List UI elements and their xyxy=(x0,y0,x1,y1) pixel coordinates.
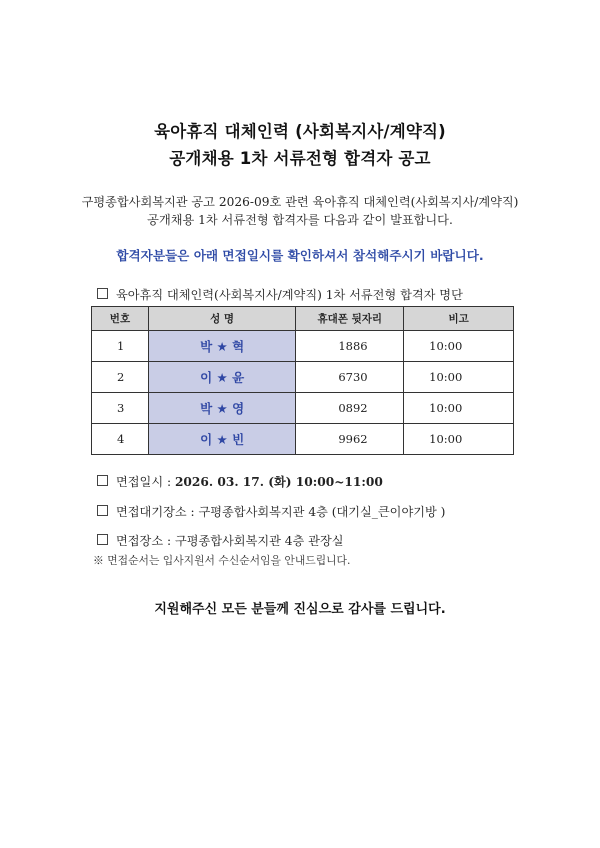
checkbox-icon xyxy=(97,534,108,545)
waiting-place xyxy=(97,503,445,520)
row-name: 이 ★ 빈 xyxy=(148,424,295,455)
table-row xyxy=(92,331,514,362)
intro-line1: 구평종합사회복지관 공고 2026-09호 관련 육아휴직 대체인력(사회복지사/계약직) xyxy=(81,195,519,209)
footnote: ※ 면접순서는 입사지원서 수신순서임을 안내드립니다. xyxy=(93,554,351,567)
waiting-place-text: 면접대기장소 : 구평종합사회복지관 4층 (대기실_큰이야기방 ) xyxy=(116,505,446,519)
header-name: 성 명 xyxy=(148,307,295,331)
row-note: 10:00 xyxy=(404,424,514,455)
header-phone: 휴대폰 뒷자리 xyxy=(296,307,404,331)
row-number: 4 xyxy=(92,424,149,455)
thanks-message: 지원해주신 모든 분들께 진심으로 감사를 드립니다. xyxy=(154,602,446,617)
interview-place xyxy=(97,532,344,549)
table-row xyxy=(92,362,514,393)
row-name: 박 ★ 영 xyxy=(148,393,295,424)
row-phone: 1886 xyxy=(296,331,404,362)
row-note: 10:00 xyxy=(404,362,514,393)
interview-date-value: 2026. 03. 17. (화) 10:00~11:00 xyxy=(174,475,383,489)
row-phone: 6730 xyxy=(296,362,404,393)
row-number: 1 xyxy=(92,331,149,362)
interview-date-label: 면접일시 : xyxy=(116,475,172,489)
interview-date xyxy=(97,473,383,490)
row-name: 이 ★ 윤 xyxy=(148,362,295,393)
checkbox-icon xyxy=(97,288,108,299)
row-phone: 9962 xyxy=(296,424,404,455)
intro-line2: 공개채용 1차 서류전형 합격자를 다음과 같이 발표합니다. xyxy=(147,213,453,227)
row-note: 10:00 xyxy=(404,393,514,424)
row-name: 박 ★ 혁 xyxy=(148,331,295,362)
table-caption xyxy=(97,286,463,303)
header-number: 번호 xyxy=(92,307,149,331)
row-note: 10:00 xyxy=(404,331,514,362)
header-note: 비고 xyxy=(404,307,514,331)
row-number: 3 xyxy=(92,393,149,424)
table-row xyxy=(92,393,514,424)
table-header-row xyxy=(92,307,514,331)
interview-place-text: 면접장소 : 구평종합사회복지관 4층 관장실 xyxy=(116,534,344,548)
attendance-notice: 합격자분들은 아래 면접일시를 확인하셔서 참석해주시기 바랍니다. xyxy=(116,248,484,263)
passer-table xyxy=(91,306,514,455)
document-title-line1: 육아휴직 대체인력 (사회복지사/계약직) xyxy=(154,122,446,141)
checkbox-icon xyxy=(97,475,108,486)
table-caption-text: 육아휴직 대체인력(사회복지사/계약직) 1차 서류전형 합격자 명단 xyxy=(116,288,463,302)
checkbox-icon xyxy=(97,505,108,516)
document-title-line2: 공개채용 1차 서류전형 합격자 공고 xyxy=(169,149,431,168)
row-number: 2 xyxy=(92,362,149,393)
row-phone: 0892 xyxy=(296,393,404,424)
table-row xyxy=(92,424,514,455)
